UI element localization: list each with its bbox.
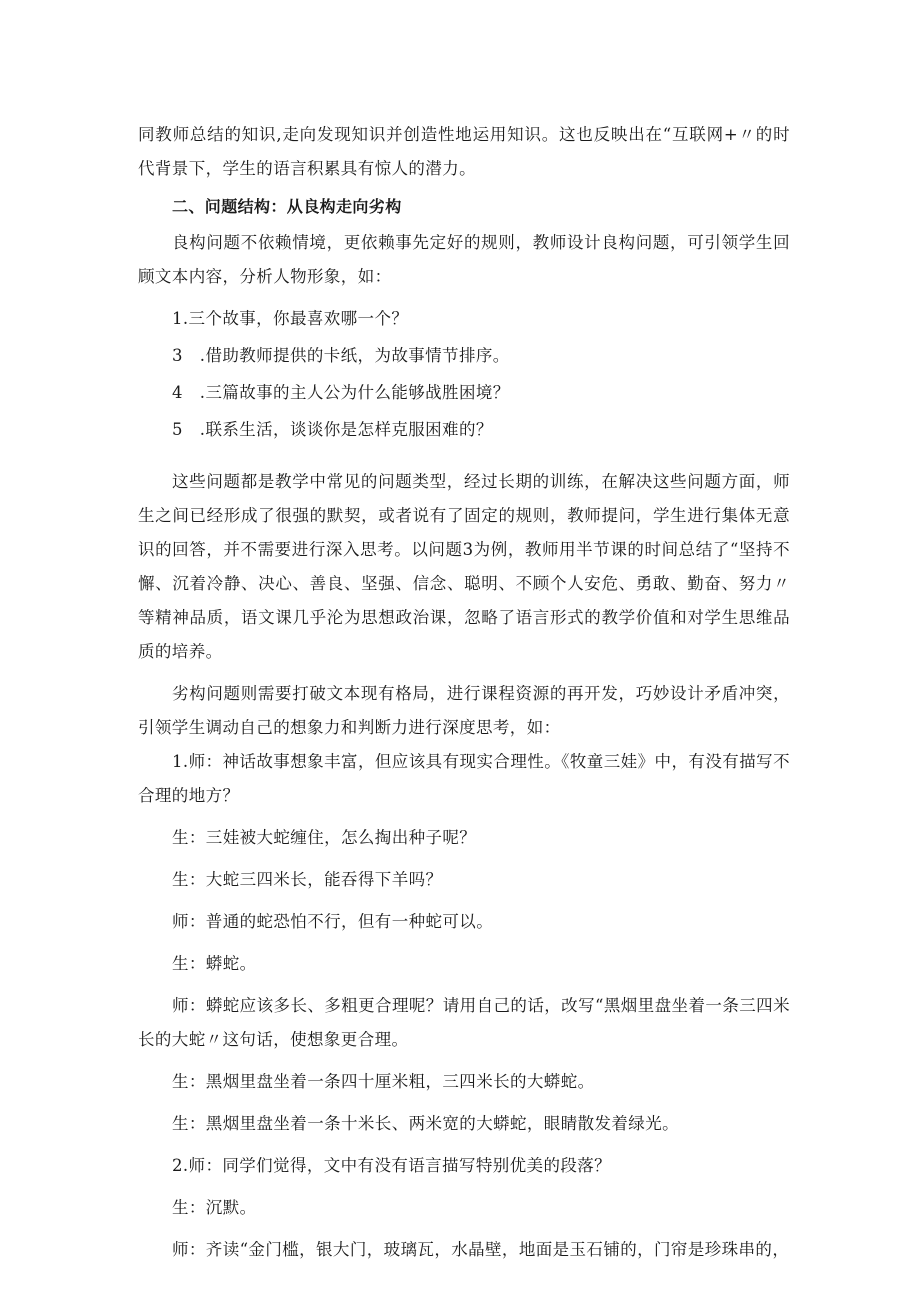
dialogue-teacher-5: 师：齐读“金门槛，银大门，玻璃瓦，水晶壁，地面是玉石铺的，门帘是珍珠串的，	[172, 1240, 790, 1259]
document-page	[138, 118, 790, 1267]
dialogue-teacher-4: 2.师：同学们觉得，文中有没有语言描写特别优美的段落？	[172, 1156, 612, 1175]
dialogue-student-6: 生：沉默。	[172, 1198, 257, 1217]
dialogue-teacher-3: 师：蟒蛇应该多长、多粗更合理呢？请用自己的话，改写“黑烟里盘坐着一条三四米长的大蛇〃这句话，使想象更合理。	[138, 996, 790, 1049]
list-item-question-1: 1.三个故事，你最喜欢哪一个？	[172, 309, 409, 328]
list-item-question-3: 3 .借助教师提供的卡纸，为故事情节排序。	[172, 346, 510, 365]
dialogue-student-5: 生：黑烟里盘坐着一条十米长、两米宽的大蟒蛇，眼睛散发着绿光。	[172, 1114, 679, 1133]
dialogue-student-3: 生：蟒蛇。	[172, 954, 257, 973]
list-item-question-5: 5 .联系生活，谈谈你是怎样克服困难的？	[172, 420, 493, 439]
paragraph-analysis: 这些问题都是教学中常见的问题类型，经过长期的训练，在解决这些问题方面，师生之间已经形成了很强的默契，或者说有了固定的规则，教师提问，学生进行集体无意识的回答，并不需要进行深入思考。以问题3为例，教师用半节课的时间总结了“坚持不懈、沉着冷静、决心、善良、坚强、信念、聪明、不顾个人安危、勇敢、勤奋、努力〃等精神品质，语文课几乎沦为思想政治课，忽略了语言形式的教学价值和对学生思维品质的培养。	[138, 472, 790, 661]
paragraph-ill-structured: 劣构问题则需要打破文本现有格局，进行课程资源的再开发，巧妙设计矛盾冲突，引领学生调动自己的想象力和判断力进行深度思考，如：	[138, 684, 790, 737]
dialogue-student-1: 生：三娃被大蛇缠住，怎么掏出种子呢？	[172, 828, 477, 847]
section-heading: 二、问题结构：从良构走向劣构	[172, 197, 402, 216]
list-item-question-4: 4 .三篇故事的主人公为什么能够战胜困境？	[172, 383, 510, 402]
dialogue-student-2: 生：大蛇三四米长，能吞得下羊吗？	[172, 870, 443, 889]
dialogue-student-4: 生：黑烟里盘坐着一条四十厘米粗，三四米长的大蟒蛇。	[172, 1072, 595, 1091]
paragraph-intro-continuation: 同教师总结的知识,走向发现知识并创造性地运用知识。这也反映出在“互联网+〃的时代背景下，学生的语言积累具有惊人的潜力。	[138, 125, 790, 178]
dialogue-teacher-1: 1.师：神话故事想象丰富，但应该具有现实合理性。《牧童三娃》中，有没有描写不合理的地方？	[138, 752, 790, 805]
dialogue-teacher-2: 师：普通的蛇恐怕不行，但有一种蛇可以。	[172, 912, 494, 931]
paragraph-well-structured: 良构问题不依赖情境，更依赖事先定好的规则，教师设计良构问题，可引领学生回顾文本内容，分析人物形象，如：	[138, 233, 790, 286]
